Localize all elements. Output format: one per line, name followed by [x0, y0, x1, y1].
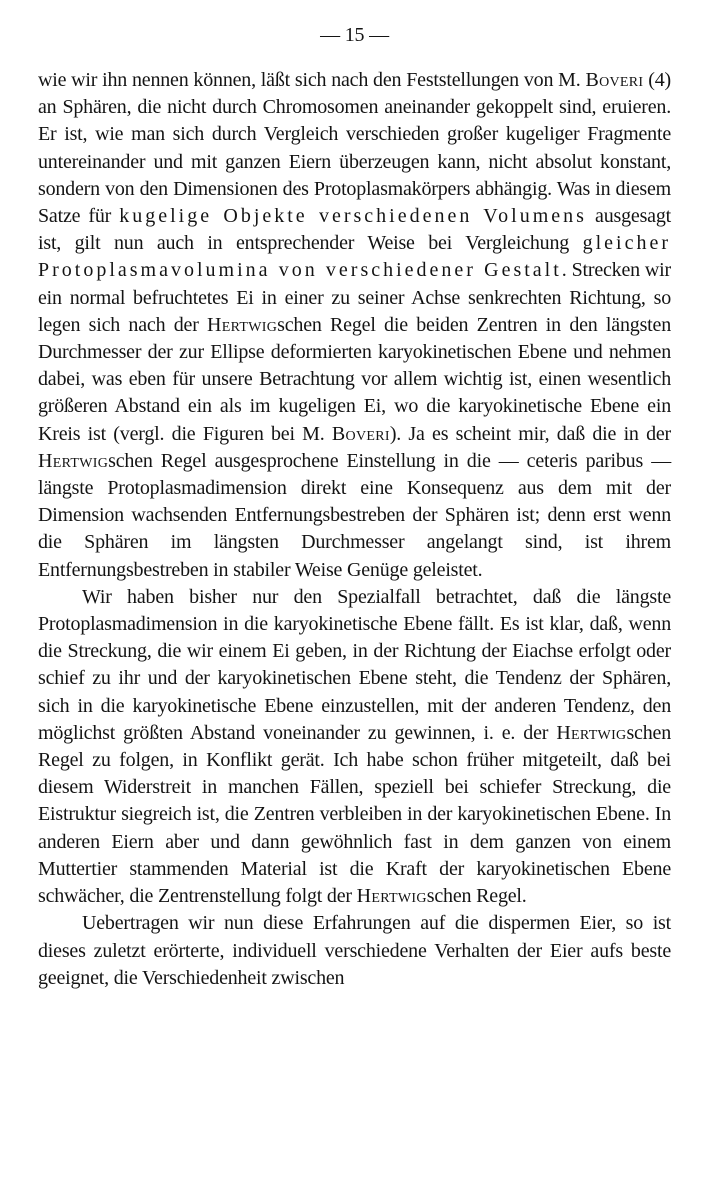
author-name: Boveri — [331, 422, 390, 445]
spaced-emphasis: gleicher Protoplasmavolumina von verschiedener Gestalt — [38, 232, 671, 282]
text-run: . Strecken wir ein normal befruchtetes Ei in einer zu seiner Achse senkrechten Richtung, so legen sich nach der — [38, 259, 671, 336]
author-name: Hertwig — [556, 721, 627, 744]
text-run: schen Regel zu folgen, in Konflikt gerät. Ich habe schon früher mitgeteilt, daß bei diesem Widerstreit in manchen Fällen, speziell bei schiefer Streckung, die Eistruktur siegreich ist, die Zentren verbleiben in der karyokinetischen Ebene. In anderen Eiern aber und dann gewöhnlich fast in dem ganzen von einem Muttertier stammenden Material ist die Kraft der karyokinetischen Ebene schwächer, die Zentrenstellung folgt der — [38, 721, 671, 908]
text-run: Wir haben bisher nur den Spezialfall betrachtet, daß die längste Protoplasmadimension in die karyokinetische Ebene fällt. Es ist klar, daß, wenn die Streckung, die wir einem Ei geben, in der Richtung der Eiachse erfolgt oder schief zu ihr und der karyokinetischen Ebene steht, die Tendenz der Sphären, sich in die karyokinetische Ebene einzustellen, mit der anderen Tendenz, den möglichst größten Abstand voneinander zu gewinnen, i. e. der — [38, 585, 671, 744]
text-run: schen Regel. — [426, 885, 527, 908]
book-page — [38, 20, 671, 992]
author-name: Boveri — [585, 69, 644, 91]
spaced-emphasis: kugelige Objekte verschiedenen Volumens — [119, 205, 587, 228]
text-run: (4) an Sphären, die nicht durch Chromosomen aneinander gekoppelt sind, eruieren. Er ist, wie man sich durch Vergleich verschieden großer kugeliger Fragmente untereinander und mit ganzen Eiern überzeugen kann, nicht absolut konstant, sondern von den Dimensionen des Protoplasmakörpers abhängig. Was in diesem Satze für — [38, 69, 671, 228]
paragraph-3 — [38, 910, 671, 992]
text-run: Uebertragen wir nun diese Erfahrungen auf die dispermen Eier, so ist dieses zuletzt erörterte, individuell verschiedene Verhalten der Eier aufs beste geeignet, die Verschiedenheit zwischen — [38, 912, 671, 989]
text-run: ). Ja es scheint mir, daß die in der — [389, 422, 672, 445]
text-run: ausgesagt ist, gilt nun auch in entsprechender Weise bei Vergleichung — [38, 205, 671, 255]
text-run: schen Regel ausgesprochene Einstellung in die — ceteris paribus — längste Protoplasmadimension direkt eine Konsequenz aus dem mit der Dimension wachsenden Entfernungsbestreben der Sphären ist; denn erst wenn die Sphären im längsten Durchmesser angelangt sind, ist ihrem Entfernungsbestreben in stabiler Weise Genüge geleistet. — [38, 449, 671, 581]
text-run: wie wir ihn nennen können, läßt sich nach den Feststellungen von M. — [38, 69, 586, 91]
paragraph-2 — [38, 584, 671, 910]
page-number: — 15 — — [320, 24, 389, 46]
paragraph-1 — [38, 67, 671, 584]
text-run: schen Regel die beiden Zentren in den längsten Durchmesser der zur Ellipse deformierten karyokinetischen Ebene und nehmen dabei, was eben für unsere Betrachtung vor allem wichtig ist, einen wesentlich größeren Abstand ein als im kugeligen Ei, wo die karyokinetische Ebene ein Kreis ist (vergl. die Figuren bei M. — [38, 313, 671, 445]
author-name: Hertwig — [207, 313, 278, 336]
author-name: Hertwig — [356, 885, 427, 908]
author-name: Hertwig — [38, 449, 109, 472]
